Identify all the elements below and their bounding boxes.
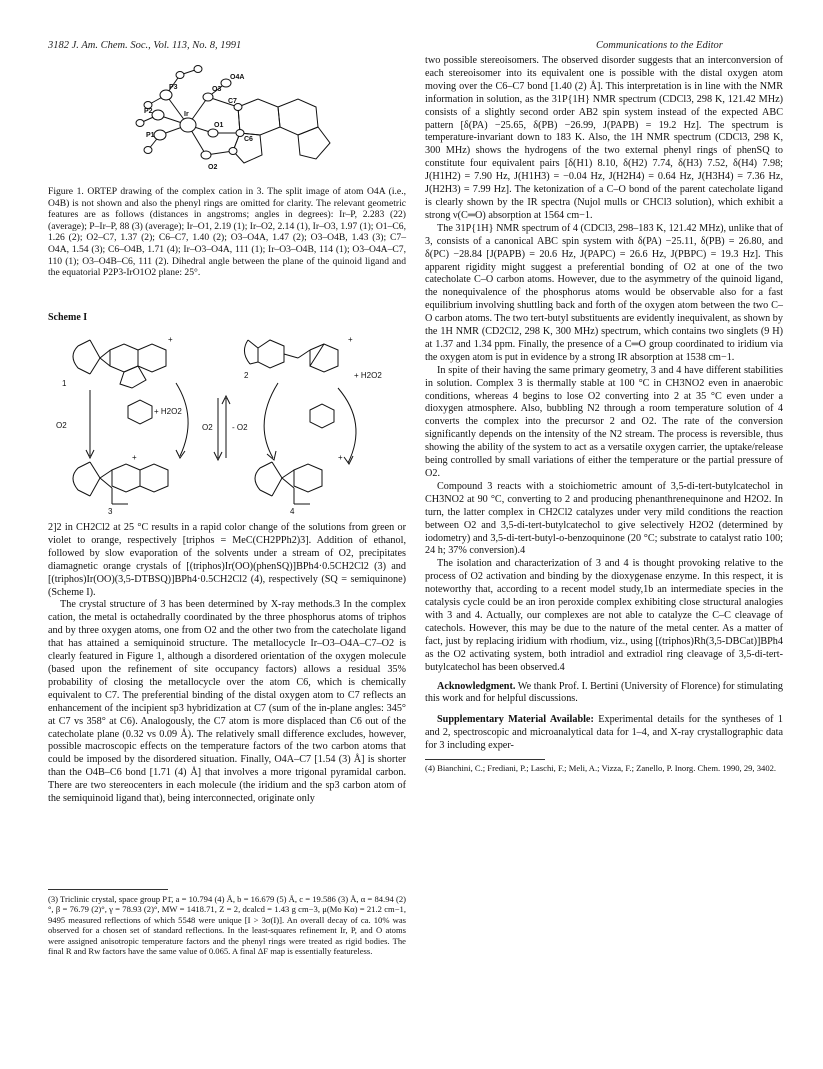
atom-label: O4A: [230, 74, 245, 81]
acknowledgment-heading: Acknowledgment.: [437, 680, 516, 692]
paragraph: Compound 3 reacts with a stoichiometric amount of 3,5-di-tert-butylcatechol in CH3NO2 at 90 °C, converting to 2 and producing phenanthrenequinone and H2O2. In turn, the latter complex in CH2Cl2 catalyzes under very mild conditions the reaction between O2 and 3,5-di-tert-butylcatechol to give selectively H2O2 (determined by iodometry) and 3,5-di-tert-butyl-o-benzoquinone (20 °C; substrate to catalyst ratio 100; 24 h; 37% conversion).4: [425, 480, 783, 557]
scheme-title: Scheme I: [48, 312, 88, 323]
atom-label: P3: [169, 84, 178, 91]
supplementary-text: Experimental details for the syntheses of 1 and 2, spectroscopic and microanalytical data for 1–4, and X-ray crystallographic data for 3 including exper-: [425, 714, 783, 752]
charge-label: +: [132, 453, 137, 462]
running-header-left: 3182 J. Am. Chem. Soc., Vol. 113, No. 8, 1991: [48, 40, 242, 51]
reagent-label: + H2O2: [154, 407, 182, 416]
charge-label: +: [348, 335, 353, 344]
reagent-label: - O2: [232, 423, 248, 432]
reference-divider: [425, 759, 545, 760]
compound-number: 2: [244, 371, 249, 380]
running-header-right: Communications to the Editor: [596, 40, 723, 51]
acknowledgment-text: We thank Prof. I. Bertini (University of Florence) for stimulating this work and for helpful discussions.: [425, 680, 783, 705]
compound-number: 1: [62, 379, 67, 388]
atom-label: C6: [244, 136, 253, 143]
atom-label: O3: [212, 86, 222, 93]
supplementary-material: [425, 714, 783, 753]
paragraph: The isolation and characterization of 3 and 4 is thought provoking relative to the process of O2 activation and binding by the dioxygenase enzyme. In this respect, it is noteworthy that, according to a recent model study,1b an intermediate species in the catalysis cycle could be an iron peroxide complex exhibiting close structural analogies with 3 and 4. Actually, our complexes are not able to catalyze the C–C cleavage of catechols. However, this may be due to the nature of the metal center. As a matter of fact, just by replacing iridium with rhodium, viz., using [(triphos)Rh(3,5-DBCat)]BPh4 as the O2 activating system, both intradiol and extradiol ring cleavage of 3,5-di-tert-butylcatechol has been observed.4: [425, 558, 783, 673]
left-column-body: [48, 522, 406, 806]
compound-number: 4: [290, 507, 295, 516]
atom-label: O1: [214, 122, 224, 129]
paragraph: The crystal structure of 3 has been determined by X-ray methods.3 In the complex cation, the metal is octahedrally coordinated by the three phosphorus atoms of triphos and by three oxygen atoms, one from O2 and the other two from the catecholate ligand that has attained a semiquinoid structure. The metallocycle Ir–O3–O4A–C7–O2 is clearly featured in Figure 1, although a disordered orientation of the oxygen molecule (based upon the refinement of site occupancy factors) allows a residual 35% probability of closing the metallocycle over the atom C6, which is chemically equivalent to C7. The preferential binding of the distal oxygen atom to C7 reflects an enhancement of the incipient sp3 hybridization at C7 (sum of the in-plane angles: 345° at C7 vs 358° at C6). Analogously, the C7 atom is more displaced than C6 out of the catecholate plane (0.32 vs 0.09 Å). The relatively small difference excludes, however, possible macroscopic effects on the temperature factors of the two carbon atoms that could be imposed by the disordered situation. Finally, O4A–C7 [1.54 (3) Å] is shorter than the O4B–C6 bond [1.71 (4) Å] that involves a more trigonal pyramidal carbon. There are two stereocenters in each molecule (the iridium and the sp3 carbon atom of the semiquinoid ligand that), being interconnected, originate only: [48, 599, 406, 805]
reagent-label: O2: [202, 423, 213, 432]
paragraph: 2]2 in CH2Cl2 at 25 °C results in a rapid color change of the solutions from green or violet to orange, respectively [triphos = MeC(CH2PPh2)3]. Addition of ethanol, followed by slow evaporation of the solvents under a stream of O2, precipitates diamagnetic orange crystals of [(triphos)Ir(OO)(phenSQ)]BPh4·0.5CH2Cl2 (3) and [(triphos)Ir(OO)(3,5-DTBSQ)]BPh4·0.5CH2Cl2 (4), respectively (SQ = semiquinone) (Scheme I).: [48, 522, 406, 598]
paragraph: In spite of their having the same primary geometry, 3 and 4 have different stabilities in solution. Complex 3 is thermally stable at 100 °C in CH3NO2 even in anaerobic conditions, whereas 4 begins to lose O2 converting into 2 at 35 °C even under a dioxygen atmosphere. Also, bubbling N2 through a room temperature solution of 4 converts the complex into the precursor 2 and O2. The rate of the conversion significantly depends on the intensity of the N2 stream. The process is reversible, thus showing the ability of the system to act as a versatile oxygen carrier, the uptake/release being controlled by small variations of either the temperature or the partial pressure of O2.: [425, 364, 783, 479]
atom-label: O2: [208, 164, 218, 171]
paragraph: The 31P{1H} NMR spectrum of 4 (CDCl3, 298–183 K, 121.42 MHz), unlike that of 3, consists of a canonical ABC spin system with δ(PA) −25.11, δ(PB) = 26.80, and δ(PC) −28.84 [J(PAPB) = 20.6 Hz, J(PAPC) = 26.6 Hz, J(PBPC) = 19.3 Hz]. This apparent rigidity might suggest a preferential bonding of O2 at one of the two catecholate C–O carbon atoms. However, due to the asymmetry of the quinoid ligand, the nonequivalence of the phosphorus atoms would be observable also for a fast equilibrium involving shuttling back and forth of the oxygen atom between the two C–O carbon atoms. The two tert-butyl substituents are evidently inequivalent, as shown by the 1H NMR (CD2Cl2, 298 K, 300 MHz) spectrum, which contains two singlets (9 H) at 1.37 and 1.34 ppm. Finally, the presence of a C═O group coordinated to iridium via the oxygen atom is put in evidence by a strong IR absorption at 1538 cm−1.: [425, 222, 783, 363]
right-column-body: [425, 55, 783, 773]
reagent-label: O2: [56, 421, 67, 430]
charge-label: +: [168, 335, 173, 344]
scheme-i-diagram: [48, 328, 406, 516]
paragraph: two possible stereoisomers. The observed disorder suggests that an interconversion of each stereoisomer into its equivalent one is possible with the distal oxygen atom moving over the C6–C7 bond [1.40 (2) Å]. This interpretation is in line with the NMR information in solution, as the 31P{1H} NMR spectrum (CDCl3, 298 K, 121.42 MHz) consists of a slightly second order AB2 spin system instead of the expected ABC pattern [δ(PA) −25.65, δ(PB) −26.99, J(PAPB) = 19.2 Hz]. The spectrum is temperature-invariant down to 183 K. Also, the 1H NMR spectrum (CDCl3, 298 K, 300 MHz) shows the hydrogens of the two external phenyl rings of phenSQ to constitute four equivalent pairs [δ(H1) 8.10, δ(H2) 7.74, δ(H3) 7.52, δ(H4) 7.98; J(H1H2) = 7.90 Hz, J(H1H3) = −0.04 Hz, J(H2H4) = 0.64 Hz, J(H3H4) = 7.36 Hz, J(H2H3) = 7.99 Hz]. The ketonization of a C–O bond of the parent catecholate ligand is clearly shown by the IR spectra (Nujol mulls or CHCl3 solution), which exhibit a strong ν(C═O) absorption at 1564 cm−1.: [425, 55, 783, 221]
reference-4: (4) Bianchini, C.; Frediani, P.; Laschi, F.; Meli, A.; Vizza, F.; Zanello, P. Inorg. Chem. 1990, 29, 3402.: [425, 763, 777, 774]
reagent-label: + H2O2: [354, 371, 382, 380]
footnote-divider: [48, 889, 168, 890]
compound-number: 3: [108, 507, 113, 516]
atom-label: C7: [228, 98, 237, 105]
acknowledgment: [425, 681, 783, 707]
atom-label: P1: [146, 132, 155, 139]
supplementary-heading: Supplementary Material Available:: [437, 714, 594, 726]
charge-label: +: [338, 453, 343, 462]
footnote-3: (3) Triclinic crystal, space group P1̄, a = 10.794 (4) Å, b = 16.679 (5) Å, c = 19.586 (3) Å, α = 84.94 (2)°, β = 76.79 (2)°, γ = 78.93 (2)°, MW = 1418.71, Z = 2, dcalcd = 1.43 g cm−3, μ(Mo Kα) = 21.2 cm−1, 9495 measured reflections of which 5548 were unique [I > 3σ(I)]. An overall decay of ca. 10% was observed for a chosen set of standard reflections. In the least-squares refinement Ir, P, and O atoms were assigned anisotropic temperature factors and the phenyl rings were treated as rigid bodies. The final R and Rw factors have the same value of 0.065. A final ΔF map is essentially featureless.: [48, 894, 406, 957]
figure-1-ortep-drawing: [48, 55, 406, 183]
atom-label: P2: [144, 108, 153, 115]
atom-label: Ir: [184, 111, 189, 118]
figure-1-caption: Figure 1. ORTEP drawing of the complex cation in 3. The split image of atom O4A (i.e., O4B) is not shown and also the phenyl rings are omitted for clarity. The relevant geometric features are as follows (distances in angstroms; angles in degrees): Ir–P, 2.283 (22) (average); P–Ir–P, 88 (3) (average); Ir–O1, 2.19 (1); Ir–O2, 2.14 (1), Ir–O3, 1.97 (1); O1–C6, 1.26 (2); O2–C7, 1.37 (2); C6–C7, 1.40 (2); O3–O4A, 1.47 (2); O3–O4B, 1.43 (3); C7–O4A, 1.54 (3); C6–O4B, 1.71 (4); Ir–O3–O4A, 111 (1); Ir–O3–O4B, 114 (1); O3–O4A–C7, 110 (1); O3–O4B–C6, 111 (2). Dihedral angle between the plane of the quinoid ligand and the equatorial P2P3-IrO1O2 plane: 25°.: [48, 186, 406, 279]
